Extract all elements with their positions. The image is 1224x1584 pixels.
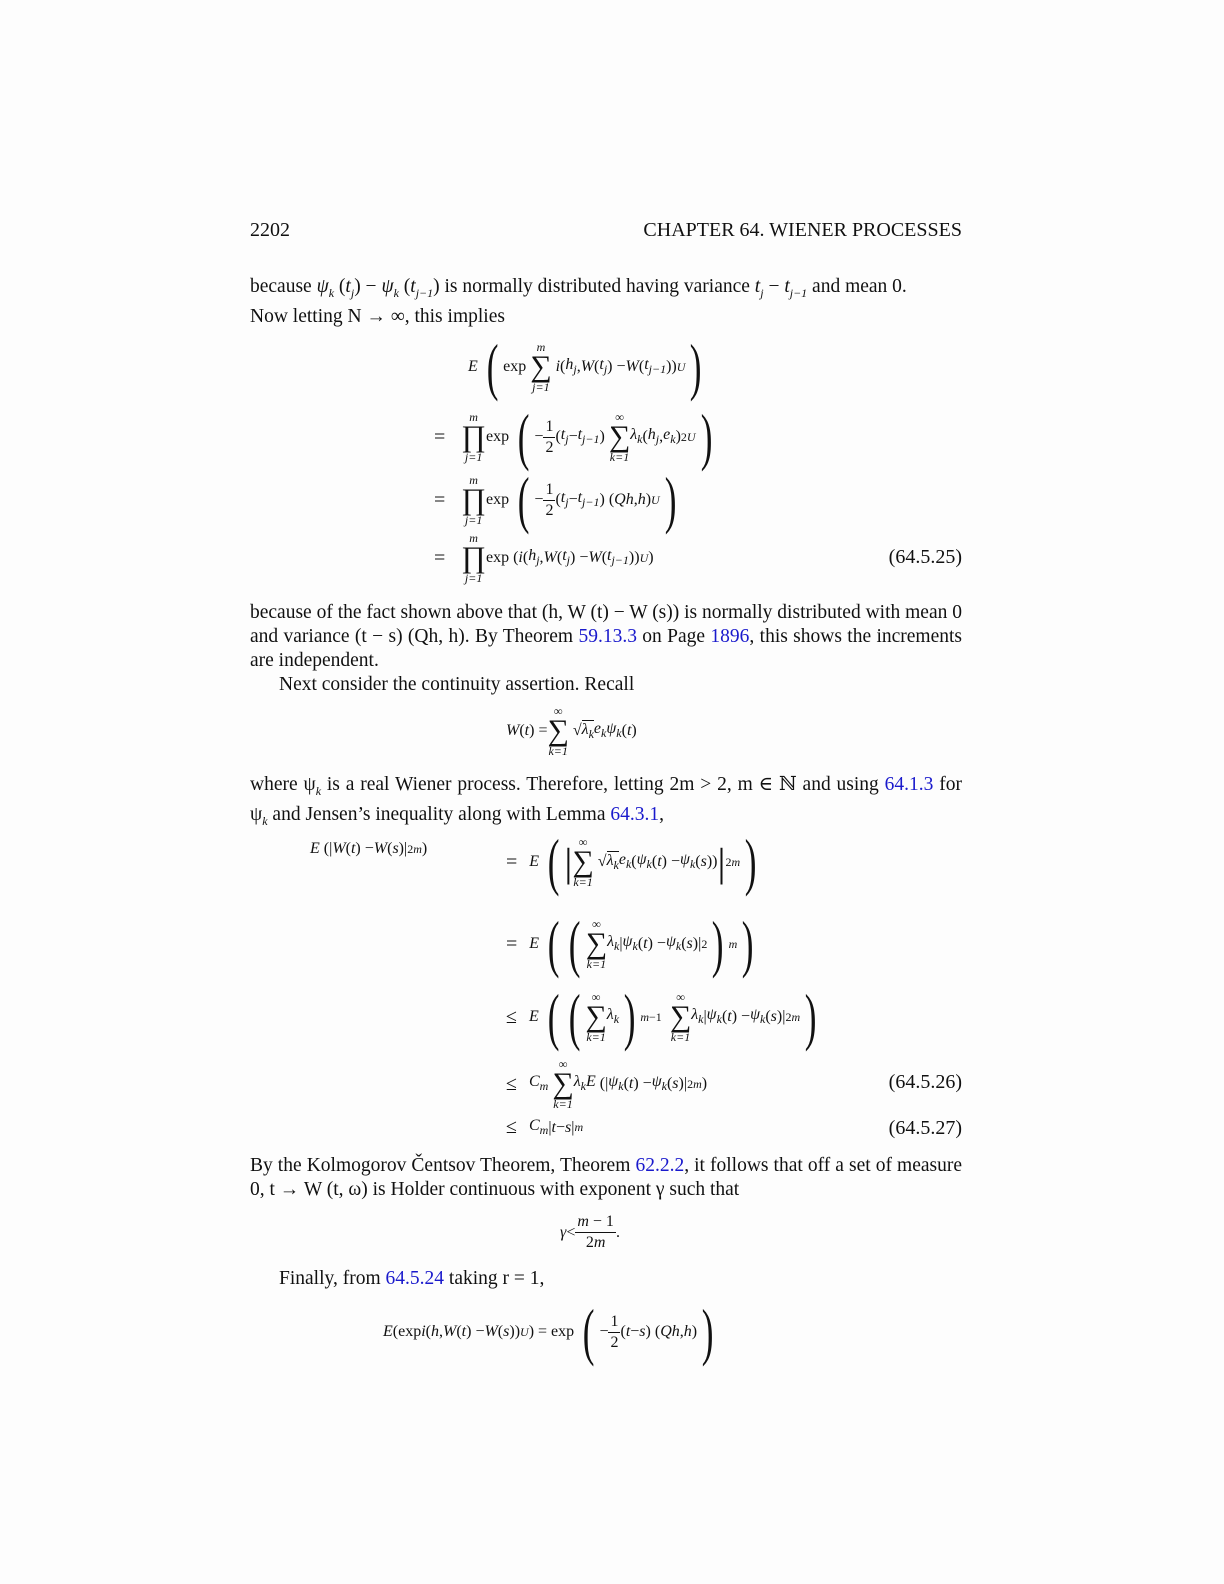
- lemma-link[interactable]: 64.3.1: [610, 803, 660, 825]
- equation-characteristic-function: E (exp i ( h , W ( t ) − W ( s )) U ) = exp ( − $\frac{1}{2}$ ( t − s ) ( Qh , h ) ): [383, 1296, 714, 1367]
- equation-moment-line-4: ≤ $C_m$ ∞ ∑ k=1 $\lambda_kE$ (| $\psi_k$ ( t ) − $\psi_k$ ( s )| 2m ): [506, 1057, 708, 1111]
- equation-number: (64.5.26): [888, 1071, 962, 1093]
- running-header: CHAPTER 64. WIENER PROCESSES: [643, 219, 962, 241]
- paragraph-variance: because $\psi_k$ $(t_j) - \psi_k$ $(t_{j-1})$ is normally distributed having variance $t_j - t_{j-1}$ and mean 0. Now letting N → ∞, this implies: [250, 276, 907, 327]
- equation-moment-line-1: = E ( | ∞ ∑ k=1 √ $\lambda_k$ $e_k$ ( $\psi_k$ ( t ) − $\psi_k$ ( s )) | 2m ): [506, 826, 757, 897]
- equation-link[interactable]: 64.1.3: [884, 774, 934, 795]
- page-link[interactable]: 1896: [710, 626, 750, 647]
- equation-expectation-lhs: E ( exp m ∑ j=1 i ( $h_j$ , W ( $t_j$ ) − W ( $t_{j-1}$ )) U ): [468, 331, 702, 402]
- equation-line-3: = m ∏ j=1 exp ( − $\frac{1}{2}$ ( $t_j$ − $t_{j-1}$ ) ( Qh , h ) U ): [434, 464, 677, 535]
- equation-moment-line-3: ≤ E ( ( ∞ ∑ k=1 $\lambda_k$ ) m−1 ∞ ∑ k=1 $\lambda_k$ | $\psi_k$ ( t ) − $\psi_k$ ( s )| 2m ): [506, 981, 817, 1052]
- paragraph-kolmogorov: By the Kolmogorov Čentsov Theorem, Theorem 62.2.2, it follows that off a set of measure 0, t → W (t, ω) is Holder continuous with exponent γ such that: [250, 1155, 962, 1200]
- page-number: 2202: [250, 219, 290, 241]
- paragraph-jensen: where $\psi_k$ is a real Wiener process. Therefore, letting 2m > 2, m ∈ ℕ and using 64.1.3 for $\psi_k$ and Jensen’s inequality along with Lemma 64.3.1,: [250, 774, 962, 828]
- equation-line-2: = m ∏ j=1 exp ( − $\frac{1}{2}$ ( $t_j$ − $t_{j-1}$ ) ∞ ∑ k=1 $\lambda_k$ ( $h_j$ , $e_k$ ) 2 U ): [434, 401, 713, 472]
- paragraph-continuity: Next consider the continuity assertion. Recall: [279, 674, 635, 695]
- theorem-link[interactable]: 59.13.3: [578, 626, 637, 647]
- equation-moment-line-2: = E ( ( ∞ ∑ k=1 $\lambda_k$ | $\psi_k$ ( t ) − $\psi_k$ ( s )| 2 ) m ): [506, 908, 754, 979]
- equation-number: (64.5.25): [888, 546, 962, 568]
- equation-number: (64.5.27): [888, 1117, 962, 1139]
- theorem-link[interactable]: 62.2.2: [635, 1155, 685, 1176]
- equation-moment-line-5: ≤ $C_m$ | t − s | m: [506, 1116, 584, 1138]
- equation-line-4: = m ∏ j=1 exp ( i ( $h_j$ , W ( $t_j$ ) − W ( $t_{j-1}$ )) U ): [434, 531, 654, 585]
- equation-link[interactable]: 64.5.24: [385, 1268, 445, 1289]
- paragraph-finally: Finally, from 64.5.24 taking r = 1,: [279, 1268, 545, 1289]
- equation-wiener-series: W ( t ) = ∞ ∑ k=1 √ $\lambda_k$ $e_k\psi_k$ ( t ): [506, 704, 637, 758]
- paragraph-independence: because of the fact shown above that (h, W (t) − W (s)) is normally distributed with mean 0 and variance (t − s) (Qh, h). By Theorem 59.13.3 on Page 1896, this shows the increments are independent.: [250, 602, 963, 671]
- equation-holder-exponent: γ < $\frac{m - 1}{2m}$ .: [560, 1213, 620, 1251]
- equation-moment-lhs: E (| W ( t ) − W ( s )| 2m ): [310, 840, 428, 857]
